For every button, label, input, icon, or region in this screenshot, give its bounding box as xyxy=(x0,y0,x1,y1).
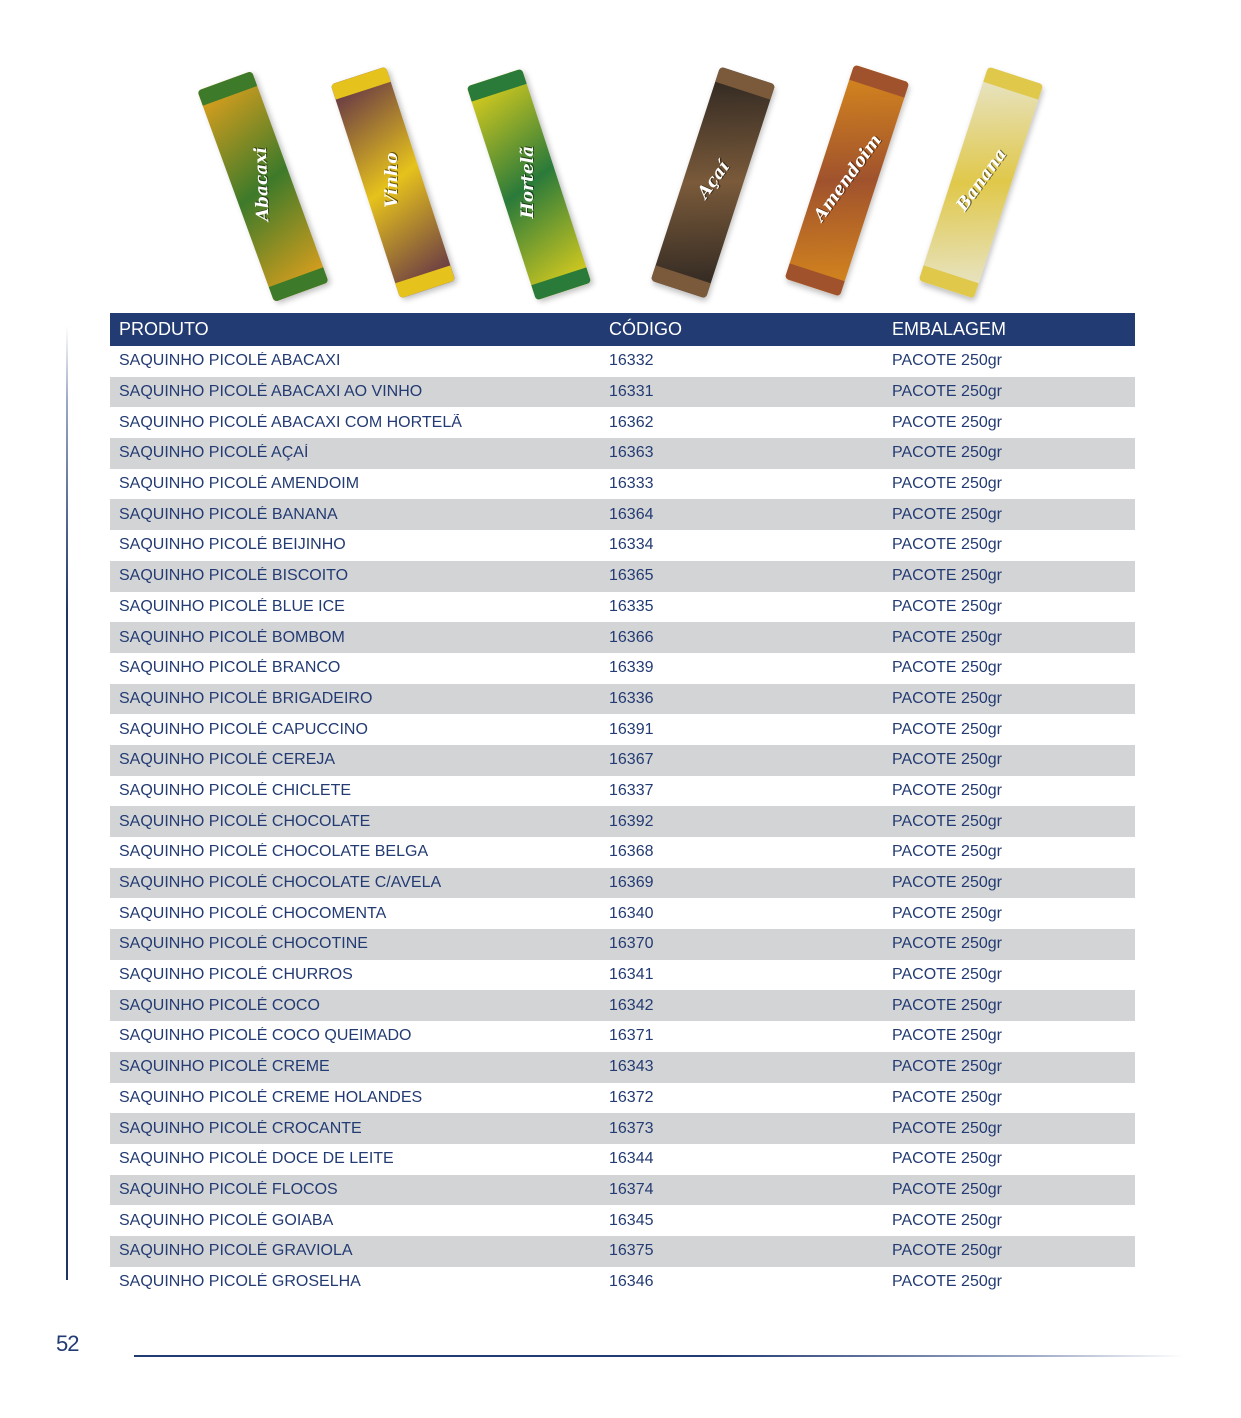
cell-code: 16342 xyxy=(609,996,654,1014)
cell-pack: PACOTE 250gr xyxy=(892,1272,1002,1290)
cell-product: SAQUINHO PICOLÉ CAPUCCINO xyxy=(119,720,368,738)
table-row xyxy=(110,1205,1135,1236)
cell-pack: PACOTE 250gr xyxy=(892,1088,1002,1106)
cell-product: SAQUINHO PICOLÉ GROSELHA xyxy=(119,1272,361,1290)
cell-code: 16332 xyxy=(609,352,654,370)
cell-pack: PACOTE 250gr xyxy=(892,659,1002,677)
table-row xyxy=(110,1083,1135,1114)
table-row xyxy=(110,868,1135,899)
cell-product: SAQUINHO PICOLÉ BISCOITO xyxy=(119,567,349,585)
header-pack: EMBALAGEM xyxy=(892,319,1007,339)
package-label: Abacaxi xyxy=(250,146,274,222)
product-package xyxy=(651,67,776,299)
table-row xyxy=(110,1021,1135,1052)
table-row xyxy=(110,1144,1135,1175)
cell-code: 16345 xyxy=(609,1211,654,1229)
cell-pack: PACOTE 250gr xyxy=(892,689,1002,707)
cell-pack: PACOTE 250gr xyxy=(892,352,1002,370)
cell-pack: PACOTE 250gr xyxy=(892,904,1002,922)
table-row xyxy=(110,530,1135,561)
cell-code: 16391 xyxy=(609,720,654,738)
cell-product: SAQUINHO PICOLÉ COCO xyxy=(119,996,320,1014)
cell-code: 16334 xyxy=(609,536,654,554)
product-photos xyxy=(200,58,1050,303)
table-row xyxy=(110,960,1135,991)
header-product: PRODUTO xyxy=(119,319,209,339)
table-row xyxy=(110,592,1135,623)
cell-pack: PACOTE 250gr xyxy=(892,536,1002,554)
table-body xyxy=(110,346,1135,1297)
cell-code: 16340 xyxy=(609,904,654,922)
cell-product: SAQUINHO PICOLÉ FLOCOS xyxy=(119,1180,338,1198)
cell-product: SAQUINHO PICOLÉ CREME HOLANDES xyxy=(119,1088,423,1106)
cell-product: SAQUINHO PICOLÉ CHOCOLATE xyxy=(119,812,371,830)
table-row xyxy=(110,684,1135,715)
cell-pack: PACOTE 250gr xyxy=(892,1150,1002,1168)
cell-pack: PACOTE 250gr xyxy=(892,843,1002,861)
cell-product: SAQUINHO PICOLÉ DOCE DE LEITE xyxy=(119,1150,394,1168)
package-label: Hortelã xyxy=(518,145,539,219)
cell-product: SAQUINHO PICOLÉ GOIABA xyxy=(119,1211,334,1229)
cell-code: 16339 xyxy=(609,659,654,677)
cell-code: 16344 xyxy=(609,1150,654,1168)
cell-product: SAQUINHO PICOLÉ CHOCOLATE BELGA xyxy=(119,843,429,861)
cell-pack: PACOTE 250gr xyxy=(892,996,1002,1014)
cell-pack: PACOTE 250gr xyxy=(892,935,1002,953)
cell-product: SAQUINHO PICOLÉ CROCANTE xyxy=(119,1119,362,1137)
product-package xyxy=(197,71,328,302)
cell-code: 16364 xyxy=(609,505,654,523)
cell-code: 16343 xyxy=(609,1058,654,1076)
package-label: Amendoim xyxy=(809,130,886,226)
cell-product: SAQUINHO PICOLÉ COCO QUEIMADO xyxy=(119,1027,412,1045)
cell-code: 16341 xyxy=(609,966,654,984)
cell-code: 16346 xyxy=(609,1272,654,1290)
package-label: Açaí xyxy=(693,157,734,203)
table-row xyxy=(110,990,1135,1021)
cell-pack: PACOTE 250gr xyxy=(892,1211,1002,1229)
table-row xyxy=(110,1113,1135,1144)
cell-product: SAQUINHO PICOLÉ AÇAÍ xyxy=(119,444,309,462)
product-package xyxy=(919,67,1044,299)
cell-product: SAQUINHO PICOLÉ CHOCOTINE xyxy=(119,935,368,953)
cell-pack: PACOTE 250gr xyxy=(892,505,1002,523)
cell-product: SAQUINHO PICOLÉ BANANA xyxy=(119,505,338,523)
table-row xyxy=(110,1175,1135,1206)
cell-code: 16371 xyxy=(609,1027,654,1045)
cell-pack: PACOTE 250gr xyxy=(892,720,1002,738)
cell-code: 16365 xyxy=(609,567,654,585)
table-row xyxy=(110,806,1135,837)
cell-product: SAQUINHO PICOLÉ CHICLETE xyxy=(119,781,352,799)
table-row xyxy=(110,837,1135,868)
cell-product: SAQUINHO PICOLÉ AMENDOIM xyxy=(119,475,360,493)
cell-pack: PACOTE 250gr xyxy=(892,413,1002,431)
cell-code: 16369 xyxy=(609,874,654,892)
package-label: Banana xyxy=(952,145,1012,216)
cell-code: 16374 xyxy=(609,1180,654,1198)
cell-product: SAQUINHO PICOLÉ CHOCOLATE C/AVELA xyxy=(119,874,442,892)
cell-code: 16337 xyxy=(609,781,654,799)
cell-product: SAQUINHO PICOLÉ ABACAXI AO VINHO xyxy=(119,383,423,401)
cell-product: SAQUINHO PICOLÉ CHURROS xyxy=(119,966,353,984)
cell-product: SAQUINHO PICOLÉ ABACAXI COM HORTELÃ xyxy=(119,413,462,431)
product-table xyxy=(110,313,1135,1297)
table-row xyxy=(110,469,1135,500)
table-row xyxy=(110,407,1135,438)
table-row xyxy=(110,561,1135,592)
product-package xyxy=(331,67,456,299)
bottom-rule xyxy=(134,1355,1184,1357)
table-row xyxy=(110,346,1135,377)
product-package xyxy=(467,69,592,301)
package-label: Vinho xyxy=(382,152,403,208)
cell-code: 16366 xyxy=(609,628,654,646)
cell-code: 16333 xyxy=(609,475,654,493)
cell-pack: PACOTE 250gr xyxy=(892,1180,1002,1198)
table-row xyxy=(110,929,1135,960)
cell-pack: PACOTE 250gr xyxy=(892,1027,1002,1045)
table-row xyxy=(110,1052,1135,1083)
table-row xyxy=(110,1236,1135,1267)
cell-code: 16331 xyxy=(609,383,654,401)
table-row xyxy=(110,745,1135,776)
table-row xyxy=(110,714,1135,745)
cell-pack: PACOTE 250gr xyxy=(892,1119,1002,1137)
cell-pack: PACOTE 250gr xyxy=(892,597,1002,615)
cell-pack: PACOTE 250gr xyxy=(892,1058,1002,1076)
cell-code: 16372 xyxy=(609,1088,654,1106)
table-row xyxy=(110,438,1135,469)
header-code: CÓDIGO xyxy=(609,319,683,339)
cell-pack: PACOTE 250gr xyxy=(892,751,1002,769)
table-row xyxy=(110,377,1135,408)
cell-product: SAQUINHO PICOLÉ BLUE ICE xyxy=(119,597,345,615)
cell-product: SAQUINHO PICOLÉ BRIGADEIRO xyxy=(119,689,373,707)
table-row xyxy=(110,653,1135,684)
table-row xyxy=(110,776,1135,807)
cell-code: 16375 xyxy=(609,1242,654,1260)
cell-product: SAQUINHO PICOLÉ BOMBOM xyxy=(119,628,345,646)
cell-product: SAQUINHO PICOLÉ CEREJA xyxy=(119,751,336,769)
cell-pack: PACOTE 250gr xyxy=(892,781,1002,799)
cell-code: 16362 xyxy=(609,413,654,431)
cell-code: 16368 xyxy=(609,843,654,861)
cell-product: SAQUINHO PICOLÉ CHOCOMENTA xyxy=(119,904,387,922)
cell-pack: PACOTE 250gr xyxy=(892,874,1002,892)
cell-pack: PACOTE 250gr xyxy=(892,444,1002,462)
cell-product: SAQUINHO PICOLÉ BEIJINHO xyxy=(119,536,346,554)
cell-pack: PACOTE 250gr xyxy=(892,966,1002,984)
cell-code: 16363 xyxy=(609,444,654,462)
cell-code: 16336 xyxy=(609,689,654,707)
side-rule xyxy=(66,326,68,1280)
cell-code: 16367 xyxy=(609,751,654,769)
cell-code: 16335 xyxy=(609,597,654,615)
table-header xyxy=(110,313,1135,346)
cell-pack: PACOTE 250gr xyxy=(892,1242,1002,1260)
cell-product: SAQUINHO PICOLÉ GRAVIOLA xyxy=(119,1242,353,1260)
table-row xyxy=(110,622,1135,653)
cell-product: SAQUINHO PICOLÉ CREME xyxy=(119,1058,330,1076)
page-number: 52 xyxy=(56,1331,79,1356)
cell-pack: PACOTE 250gr xyxy=(892,383,1002,401)
product-package xyxy=(785,65,910,297)
cell-code: 16370 xyxy=(609,935,654,953)
table-row xyxy=(110,898,1135,929)
cell-pack: PACOTE 250gr xyxy=(892,567,1002,585)
cell-code: 16373 xyxy=(609,1119,654,1137)
cell-product: SAQUINHO PICOLÉ ABACAXI xyxy=(119,352,341,370)
cell-code: 16392 xyxy=(609,812,654,830)
table-row xyxy=(110,499,1135,530)
cell-product: SAQUINHO PICOLÉ BRANCO xyxy=(119,659,341,677)
cell-pack: PACOTE 250gr xyxy=(892,475,1002,493)
cell-pack: PACOTE 250gr xyxy=(892,628,1002,646)
table-row xyxy=(110,1267,1135,1298)
cell-pack: PACOTE 250gr xyxy=(892,812,1002,830)
